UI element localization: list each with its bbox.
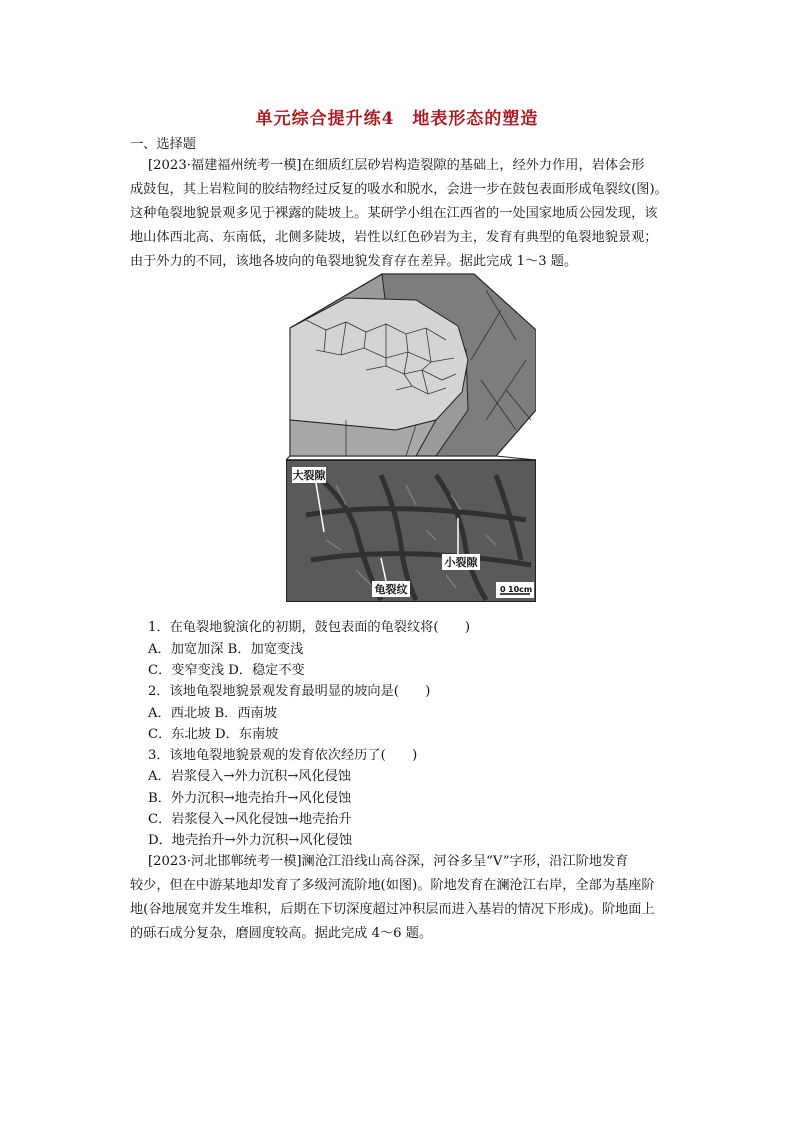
question-3-options: D．地壳抬升→外力沉积→风化侵蚀	[148, 833, 353, 848]
section-heading: 一、选择题	[130, 137, 196, 152]
question-1-stem: 1．在龟裂地貌演化的初期，鼓包表面的龟裂纹将( )	[148, 620, 470, 635]
passage1-line: 地山体西北高、东南低，北侧多陡坡，岩性以红色砂岩为主，发育有典型的龟裂地貌景观；	[130, 230, 658, 245]
question-3-options: B．外力沉积→地壳抬升→风化侵蚀	[148, 791, 352, 806]
page-title: 单元综合提升练4 地表形态的塑造	[255, 109, 539, 129]
question-2-options: A．西北坡 B．西南坡	[148, 706, 277, 721]
passage1-line: 由于外力的不同，该地各坡向的龟裂地貌发育存在差异。据此完成 1～3 题。	[130, 254, 578, 269]
question-1-options: A．加宽加深 B．加宽变浅	[148, 642, 304, 657]
turtle-crack-label: 龟裂纹	[374, 583, 408, 596]
question-3-options: A．岩浆侵入→外力沉积→风化侵蚀	[148, 769, 352, 784]
question-2-stem: 2．该地龟裂地貌景观发育最明显的坡向是( )	[148, 684, 431, 699]
passage1-line: 成鼓包，其上岩粒间的胶结物经过反复的吸水和脱水，会进一步在鼓包表面形成龟裂纹(图)。	[130, 182, 668, 197]
small-crack-label: 小裂隙	[444, 556, 478, 569]
passage1-line: 这种龟裂地貌景观多见于裸露的陡坡上。某研学小组在江西省的一处国家地质公园发现，该	[130, 206, 658, 221]
turtle-crack-diagram	[286, 270, 536, 602]
passage2-line: [2023·河北邯郸统考一模]澜沧江沿线山高谷深，河谷多呈“V”字形，沿江阶地发育	[148, 854, 629, 869]
question-1-options: C．变窄变浅 D．稳定不变	[148, 663, 305, 678]
question-3-stem: 3．该地龟裂地貌景观的发育依次经历了( )	[148, 748, 418, 763]
passage2-line: 较少，但在中游某地却发育了多级河流阶地(如图)。阶地发育在澜沧江右岸，全部为基座阶	[130, 878, 655, 893]
passage2-line: 地(谷地展宽并发生堆积，后期在下切深度超过冲积层而进入基岩的情况下形成)。阶地面上	[130, 902, 655, 917]
big-crack-label: 大裂隙	[292, 469, 326, 482]
scale-zero-label: 0	[500, 585, 506, 594]
turtle-crack-figure	[286, 270, 536, 602]
passage1-line: [2023·福建福州统考一模]在细质红层砂岩构造裂隙的基础上，经外力作用，岩体会形	[148, 158, 645, 173]
passage2-line: 的砾石成分复杂，磨圆度较高。据此完成 4～6 题。	[130, 926, 433, 941]
question-2-options: C．东北坡 D．东南坡	[148, 727, 279, 742]
question-3-options: C．岩浆侵入→风化侵蚀→地壳抬升	[148, 812, 352, 827]
scale-length-label: 10cm	[508, 585, 533, 594]
